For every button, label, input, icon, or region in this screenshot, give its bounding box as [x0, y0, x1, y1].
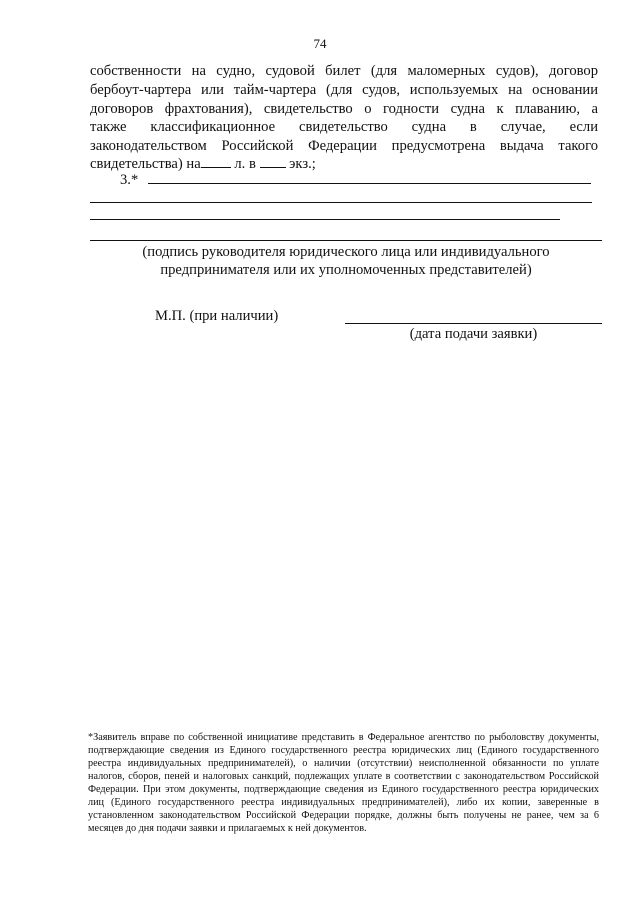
footnote-line: налогов, сборов, пеней и налоговых санкций, подлежащих уплате в соответствии с законодательством Российской	[88, 771, 599, 782]
page-number: 74	[313, 36, 327, 51]
footnote-line: *Заявитель вправе по собственной инициативе представить в Федеральное агентство по рыболовству документы,	[88, 732, 599, 743]
footnote-line: Федерации. При этом документы, подтверждающие сведения из Единого государственного реестра юридических	[88, 784, 599, 795]
signature-caption-line: (подпись руководителя юридического лица или индивидуального	[142, 244, 550, 260]
stamp-label: М.П. (при наличии)	[155, 308, 279, 324]
paragraph-last-line-end: экз.;	[289, 156, 316, 172]
footnote-line: лиц (Единого государственного реестра индивидуальных предпринимателей), либо их копии, заверенные в	[88, 797, 599, 808]
item-3-blank-line	[90, 202, 592, 203]
paragraph-line: договоров фрахтования), свидетельство о годности судна к плаванию, а	[90, 101, 598, 117]
paragraph-last-line	[90, 155, 598, 174]
signature-caption-line: предпринимателя или их уполномоченных представителей)	[160, 262, 532, 278]
paragraph-last-line-start: свидетельства) на	[90, 156, 201, 172]
paragraph-line: также классификационное свидетельство судна в случае, если	[90, 119, 598, 135]
paragraph-last-line-mid: л. в	[234, 156, 256, 172]
date-line	[345, 323, 602, 324]
footnote-line: установленном законодательством Российской Федерации порядке, должны быть получены не ранее, чем за 6	[88, 810, 599, 821]
signature-line	[90, 240, 602, 241]
footnote-line: реестра индивидуальных предпринимателей), о наличии (отсутствии) неисполненной обязанности по уплате	[88, 758, 599, 769]
item-3-label: 3.*	[120, 172, 139, 188]
date-caption: (дата подачи заявки)	[409, 326, 538, 342]
copies-count-blank	[260, 155, 286, 168]
footnote-line: подтверждающие сведения из Единого государственного реестра юридических лиц (Единого государственного	[88, 745, 599, 756]
paragraph-line: бербоут-чартера или тайм-чартера (для судов, используемых на основании	[90, 82, 598, 98]
footnote-line: месяцев до дня подачи заявки и прилагаемых к ней документов.	[88, 823, 367, 834]
item-3-blank-line	[148, 183, 591, 184]
item-3-blank-line	[90, 219, 560, 220]
sheets-count-blank	[201, 155, 231, 168]
paragraph-line: собственности на судно, судовой билет (для маломерных судов), договор	[90, 63, 598, 79]
paragraph-line: законодательством Российской Федерации предусмотрена выдача такого	[90, 138, 598, 154]
